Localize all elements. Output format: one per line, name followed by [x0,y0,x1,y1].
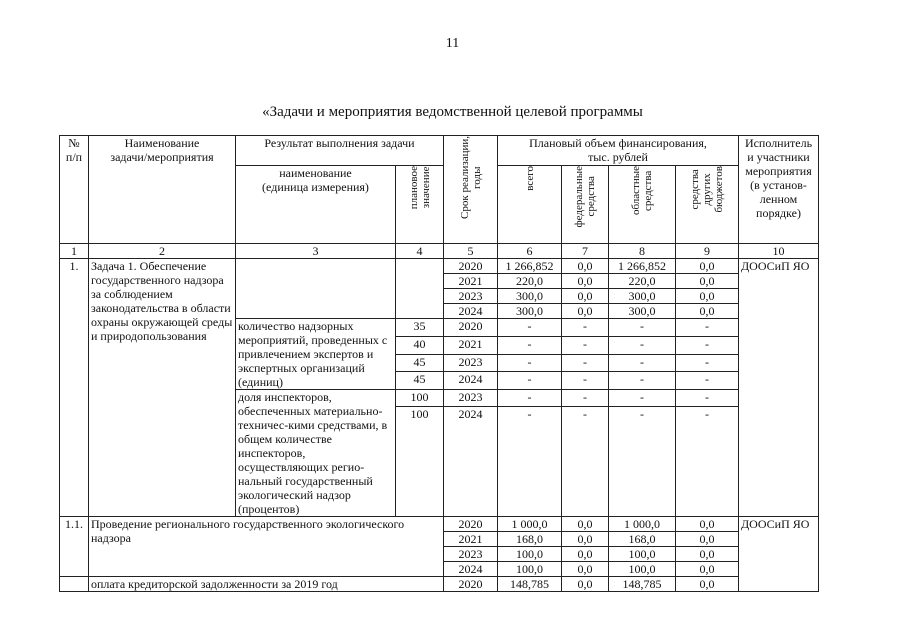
cell-other: 0,0 [676,532,739,547]
task-name: Задача 1. Обеспечение государственного надзора за соблюдением законодательства в области охраны окружающей среды и природопользования [89,259,236,517]
cell-other: - [676,406,739,516]
cell-regional: - [609,354,676,372]
program-table [59,135,819,592]
cell-total: 220,0 [498,274,562,289]
cell-year: 2021 [444,532,498,547]
cell-federal: - [562,336,609,354]
task-executor: ДООСиП ЯО [739,517,819,592]
cell-year: 2020 [444,517,498,532]
column-number: 6 [498,244,562,259]
cell-regional: - [609,372,676,390]
header-result: Результат выполнения задачи [236,136,444,166]
cell-year: 2023 [444,354,498,372]
cell-year: 2023 [444,547,498,562]
header-result-plan: плановое значение [396,166,444,244]
cell-federal: 0,0 [562,259,609,274]
cell-federal: 0,0 [562,577,609,592]
header-other: средства других бюджетов [676,166,739,244]
cell-total: 148,785 [498,577,562,592]
cell-total: - [498,319,562,337]
cell-total: 300,0 [498,289,562,304]
task-name: Проведение регионального государственного экологического надзора [89,517,444,577]
cell-other: - [676,372,739,390]
cell-year: 2024 [444,406,498,516]
cell-year: 2024 [444,372,498,390]
cell-total: 1 000,0 [498,517,562,532]
cell-total: - [498,336,562,354]
table-row [60,577,819,592]
cell-federal: 0,0 [562,562,609,577]
column-number: 8 [609,244,676,259]
cell-other: 0,0 [676,304,739,319]
cell-regional: - [609,336,676,354]
cell-regional: 300,0 [609,304,676,319]
cell-other: 0,0 [676,547,739,562]
cell-total: 1 266,852 [498,259,562,274]
cell-year: 2024 [444,304,498,319]
empty-num [60,577,89,592]
column-number: 10 [739,244,819,259]
header-funding: Плановый объем финансирования, тыс. рублей [498,136,739,166]
cell-total: - [498,354,562,372]
cell-total: - [498,372,562,390]
task-executor: ДООСиП ЯО [739,259,819,517]
indicator-plan: 35 [396,319,444,337]
cell-total: - [498,406,562,516]
cell-regional: 1 000,0 [609,517,676,532]
header-name: Наименование задачи/мероприятия [89,136,236,244]
cell-total: 168,0 [498,532,562,547]
header-num: № п/п [60,136,89,244]
column-number: 5 [444,244,498,259]
indicator-name: доля инспекторов, обеспеченных материально-техничес-кими средствами, в общем количестве инспекторов, осуществляющих регио-нальный государственный экологический надзор (процентов) [236,390,396,517]
task-num: 1. [60,259,89,517]
cell-regional: 168,0 [609,532,676,547]
header-result-name: наименование (единица измерения) [236,166,396,244]
header-total: всего [498,166,562,244]
cell-year: 2021 [444,336,498,354]
header-executor: Исполнитель и участники мероприятия (в установ- ленном порядке) [739,136,819,244]
cell-total: 100,0 [498,547,562,562]
cell-regional: 220,0 [609,274,676,289]
cell-regional: - [609,319,676,337]
cell-regional: 100,0 [609,547,676,562]
cell-federal: - [562,319,609,337]
indicator-plan: 100 [396,406,444,516]
header-period: Срок реализации, годы [444,136,498,244]
column-number: 2 [89,244,236,259]
column-number: 1 [60,244,89,259]
cell-year: 2023 [444,289,498,304]
cell-other: - [676,354,739,372]
cell-federal: 0,0 [562,304,609,319]
cell-regional: 1 266,852 [609,259,676,274]
table-row [60,259,819,274]
cell-federal: - [562,406,609,516]
cell-total: 300,0 [498,304,562,319]
cell-federal: 0,0 [562,274,609,289]
cell-other: 0,0 [676,274,739,289]
header-regional: областные средства [609,166,676,244]
indicator-plan: 45 [396,354,444,372]
column-number: 7 [562,244,609,259]
cell-federal: - [562,390,609,407]
indicator-plan: 45 [396,372,444,390]
cell-other: 0,0 [676,517,739,532]
empty-result-plan [396,259,444,319]
cell-regional: - [609,406,676,516]
subitem-name: оплата кредиторской задолженности за 2019 год [89,577,444,592]
cell-other: 0,0 [676,562,739,577]
cell-regional: 148,785 [609,577,676,592]
indicator-plan: 100 [396,390,444,407]
cell-regional: - [609,390,676,407]
cell-other: - [676,319,739,337]
cell-total: - [498,390,562,407]
column-number: 4 [396,244,444,259]
empty-result-name [236,259,396,319]
cell-other: - [676,390,739,407]
cell-other: 0,0 [676,577,739,592]
column-number: 3 [236,244,396,259]
cell-year: 2023 [444,390,498,407]
table-row [60,517,819,532]
cell-regional: 300,0 [609,289,676,304]
cell-other: 0,0 [676,259,739,274]
cell-year: 2020 [444,259,498,274]
column-number: 9 [676,244,739,259]
indicator-plan: 40 [396,336,444,354]
cell-federal: 0,0 [562,517,609,532]
cell-year: 2020 [444,319,498,337]
cell-regional: 100,0 [609,562,676,577]
cell-federal: 0,0 [562,547,609,562]
cell-year: 2021 [444,274,498,289]
cell-federal: - [562,354,609,372]
task-num: 1.1. [60,517,89,577]
page-number: 11 [445,36,460,51]
indicator-name: количество надзорных мероприятий, проведенных с привлечением экспертов и экспертных организаций (единиц) [236,319,396,390]
cell-other: - [676,336,739,354]
cell-federal: - [562,372,609,390]
document-title: «Задачи и мероприятия ведомственной целевой программы [262,104,643,120]
column-numbers-row [60,244,819,259]
header-federal: федеральные средства [562,166,609,244]
cell-total: 100,0 [498,562,562,577]
cell-year: 2024 [444,562,498,577]
cell-other: 0,0 [676,289,739,304]
cell-federal: 0,0 [562,532,609,547]
cell-year: 2020 [444,577,498,592]
cell-federal: 0,0 [562,289,609,304]
